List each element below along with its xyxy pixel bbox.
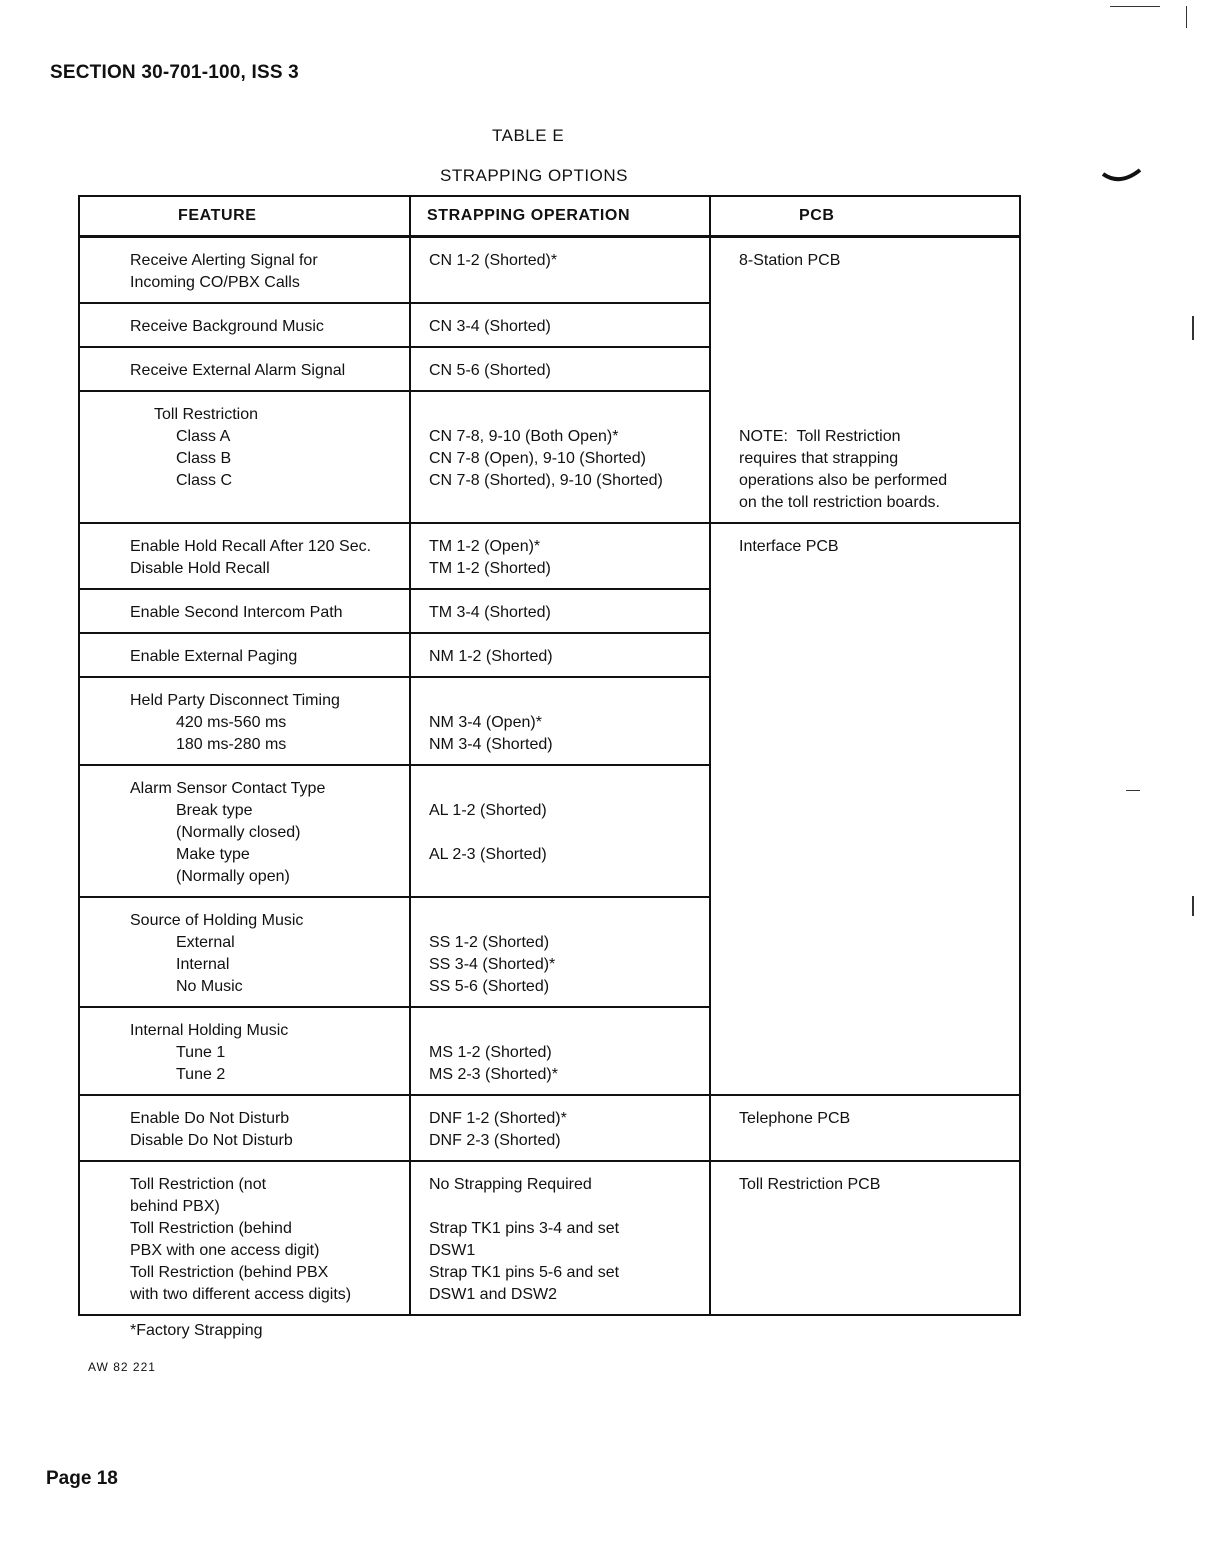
- pcb-label: Toll Restriction PCB: [739, 1176, 881, 1193]
- feature-cell: [79, 677, 410, 765]
- document-code: AW 82 221: [88, 1360, 156, 1374]
- section-header: SECTION 30-701-100, ISS 3: [50, 62, 299, 83]
- feature-cell: [79, 1007, 410, 1095]
- operation-text: CN 7-8 (Shorted), 9-10 (Shorted): [429, 472, 663, 489]
- operation-text: DNF 1-2 (Shorted)*: [429, 1110, 567, 1127]
- operation-text: SS 1-2 (Shorted): [429, 934, 550, 951]
- feature-cell: [79, 633, 410, 677]
- feature-text: Tune 2: [176, 1066, 226, 1083]
- operation-cell: [410, 391, 710, 523]
- operation-text: MS 1-2 (Shorted): [429, 1044, 552, 1061]
- feature-text: Held Party Disconnect Timing: [130, 692, 340, 709]
- feature-text: Toll Restriction (behind PBX: [130, 1264, 329, 1281]
- feature-text: PBX with one access digit): [130, 1242, 320, 1259]
- feature-text: Enable External Paging: [130, 648, 298, 665]
- operation-text: [429, 1020, 709, 1042]
- pcb-cell-toll-restriction: [710, 1161, 1020, 1315]
- table-title: TABLE E: [492, 126, 565, 145]
- operation-text: SS 5-6 (Shorted): [429, 978, 550, 995]
- feature-text: Disable Hold Recall: [130, 560, 270, 577]
- operation-cell: [410, 765, 710, 897]
- feature-text: Receive External Alarm Signal: [130, 362, 346, 379]
- feature-text: Receive Alerting Signal for: [130, 252, 318, 269]
- operation-cell: [410, 677, 710, 765]
- feature-text: 420 ms-560 ms: [176, 714, 287, 731]
- feature-cell: [79, 237, 410, 304]
- table-row: [79, 1095, 1020, 1161]
- table-header-row: [79, 196, 1020, 237]
- operation-cell: [410, 303, 710, 347]
- feature-cell: [79, 1095, 410, 1161]
- feature-text: Disable Do Not Disturb: [130, 1132, 293, 1149]
- table-row: [79, 1161, 1020, 1315]
- scan-artifact: [1192, 316, 1194, 340]
- operation-cell: [410, 347, 710, 391]
- feature-text: Internal Holding Music: [130, 1022, 289, 1039]
- operation-text: Strap TK1 pins 3-4 and set: [429, 1220, 620, 1237]
- feature-text: (Normally closed): [176, 824, 301, 841]
- operation-text: CN 7-8 (Open), 9-10 (Shorted): [429, 450, 646, 467]
- pcb-column-header: PCB: [710, 196, 1020, 237]
- operation-text: Strap TK1 pins 5-6 and set: [429, 1264, 620, 1281]
- footnote: *Factory Strapping: [130, 1322, 263, 1339]
- scan-artifact: [1186, 6, 1187, 28]
- operation-text: TM 1-2 (Open)*: [429, 538, 541, 555]
- table-row: [79, 523, 1020, 589]
- operation-cell: [410, 633, 710, 677]
- table-row: [79, 237, 1020, 304]
- feature-text: Internal: [176, 956, 230, 973]
- toll-note-text: requires that strapping: [739, 450, 899, 467]
- pcb-label: Telephone PCB: [739, 1110, 851, 1127]
- feature-text: Class C: [176, 472, 233, 489]
- strapping-options-table: [78, 195, 1021, 1316]
- operation-text: NM 1-2 (Shorted): [429, 648, 553, 665]
- feature-text: with two different access digits): [130, 1286, 352, 1303]
- operation-text: SS 3-4 (Shorted)*: [429, 956, 556, 973]
- feature-text: Tune 1: [176, 1044, 226, 1061]
- table-subtitle: STRAPPING OPTIONS: [440, 166, 628, 185]
- pcb-cell-telephone: [710, 1095, 1020, 1161]
- page-number: Page 18: [46, 1468, 118, 1489]
- feature-text: Make type: [176, 846, 250, 863]
- pcb-cell-interface: [710, 523, 1020, 1095]
- scan-artifact: [1110, 6, 1160, 7]
- feature-cell: [79, 303, 410, 347]
- operation-cell: [410, 1007, 710, 1095]
- feature-text: Toll Restriction: [154, 406, 259, 423]
- feature-text: Toll Restriction (not: [130, 1176, 267, 1193]
- feature-cell: [79, 391, 410, 523]
- operation-text: [429, 822, 709, 844]
- operation-text: TM 1-2 (Shorted): [429, 560, 551, 577]
- operation-text: [429, 778, 709, 800]
- operation-text: CN 5-6 (Shorted): [429, 362, 551, 379]
- feature-text: No Music: [176, 978, 243, 995]
- operation-cell: [410, 1161, 710, 1315]
- operation-text: No Strapping Required: [429, 1176, 592, 1193]
- feature-text: (Normally open): [176, 868, 290, 885]
- operation-text: MS 2-3 (Shorted)*: [429, 1066, 558, 1083]
- operation-text: [429, 690, 709, 712]
- operation-cell: [410, 1095, 710, 1161]
- feature-text: Source of Holding Music: [130, 912, 304, 929]
- feature-cell: [79, 765, 410, 897]
- scan-artifact: [1192, 896, 1194, 916]
- operation-text: DSW1: [429, 1242, 476, 1259]
- operation-text: DNF 2-3 (Shorted): [429, 1132, 561, 1149]
- operation-text: DSW1 and DSW2: [429, 1286, 558, 1303]
- operation-text: NM 3-4 (Shorted): [429, 736, 553, 753]
- operation-text: TM 3-4 (Shorted): [429, 604, 551, 621]
- feature-cell: [79, 347, 410, 391]
- scan-artifact: [1126, 790, 1140, 791]
- operation-text: NM 3-4 (Open)*: [429, 714, 542, 731]
- feature-text: Enable Second Intercom Path: [130, 604, 343, 621]
- feature-cell: [79, 1161, 410, 1315]
- feature-text: Enable Do Not Disturb: [130, 1110, 290, 1127]
- feature-text: Receive Background Music: [130, 318, 324, 335]
- scan-mark-icon: [1100, 160, 1144, 190]
- operation-cell: [410, 523, 710, 589]
- feature-text: Toll Restriction (behind: [130, 1220, 292, 1237]
- feature-text: Class A: [176, 428, 231, 445]
- feature-cell: [79, 589, 410, 633]
- feature-text: Class B: [176, 450, 232, 467]
- operation-text: [429, 1196, 709, 1218]
- pcb-cell-8-station: [710, 237, 1020, 524]
- toll-note-text: operations also be performed: [739, 472, 948, 489]
- feature-text: Alarm Sensor Contact Type: [130, 780, 326, 797]
- operation-text: AL 2-3 (Shorted): [429, 846, 547, 863]
- pcb-label: Interface PCB: [739, 538, 839, 555]
- feature-cell: [79, 897, 410, 1007]
- operation-cell: [410, 237, 710, 304]
- operation-cell: [410, 897, 710, 1007]
- operation-text: [429, 910, 709, 932]
- feature-text: Incoming CO/PBX Calls: [130, 274, 300, 291]
- operation-text: CN 3-4 (Shorted): [429, 318, 551, 335]
- operation-column-header: STRAPPING OPERATION: [410, 196, 710, 237]
- operation-text: AL 1-2 (Shorted): [429, 802, 547, 819]
- operation-text: [429, 866, 709, 888]
- feature-cell: [79, 523, 410, 589]
- feature-text: Break type: [176, 802, 253, 819]
- operation-cell: [410, 589, 710, 633]
- operation-text: [429, 404, 709, 426]
- feature-text: External: [176, 934, 235, 951]
- toll-note-text: NOTE: Toll Restriction: [739, 428, 901, 445]
- feature-text: 180 ms-280 ms: [176, 736, 287, 753]
- feature-text: Enable Hold Recall After 120 Sec.: [130, 538, 372, 555]
- pcb-label: 8-Station PCB: [739, 252, 841, 269]
- operation-text: CN 1-2 (Shorted)*: [429, 252, 558, 269]
- toll-note-text: on the toll restriction boards.: [739, 494, 940, 511]
- operation-text: CN 7-8, 9-10 (Both Open)*: [429, 428, 619, 445]
- feature-column-header: FEATURE: [79, 196, 410, 237]
- feature-text: behind PBX): [130, 1198, 220, 1215]
